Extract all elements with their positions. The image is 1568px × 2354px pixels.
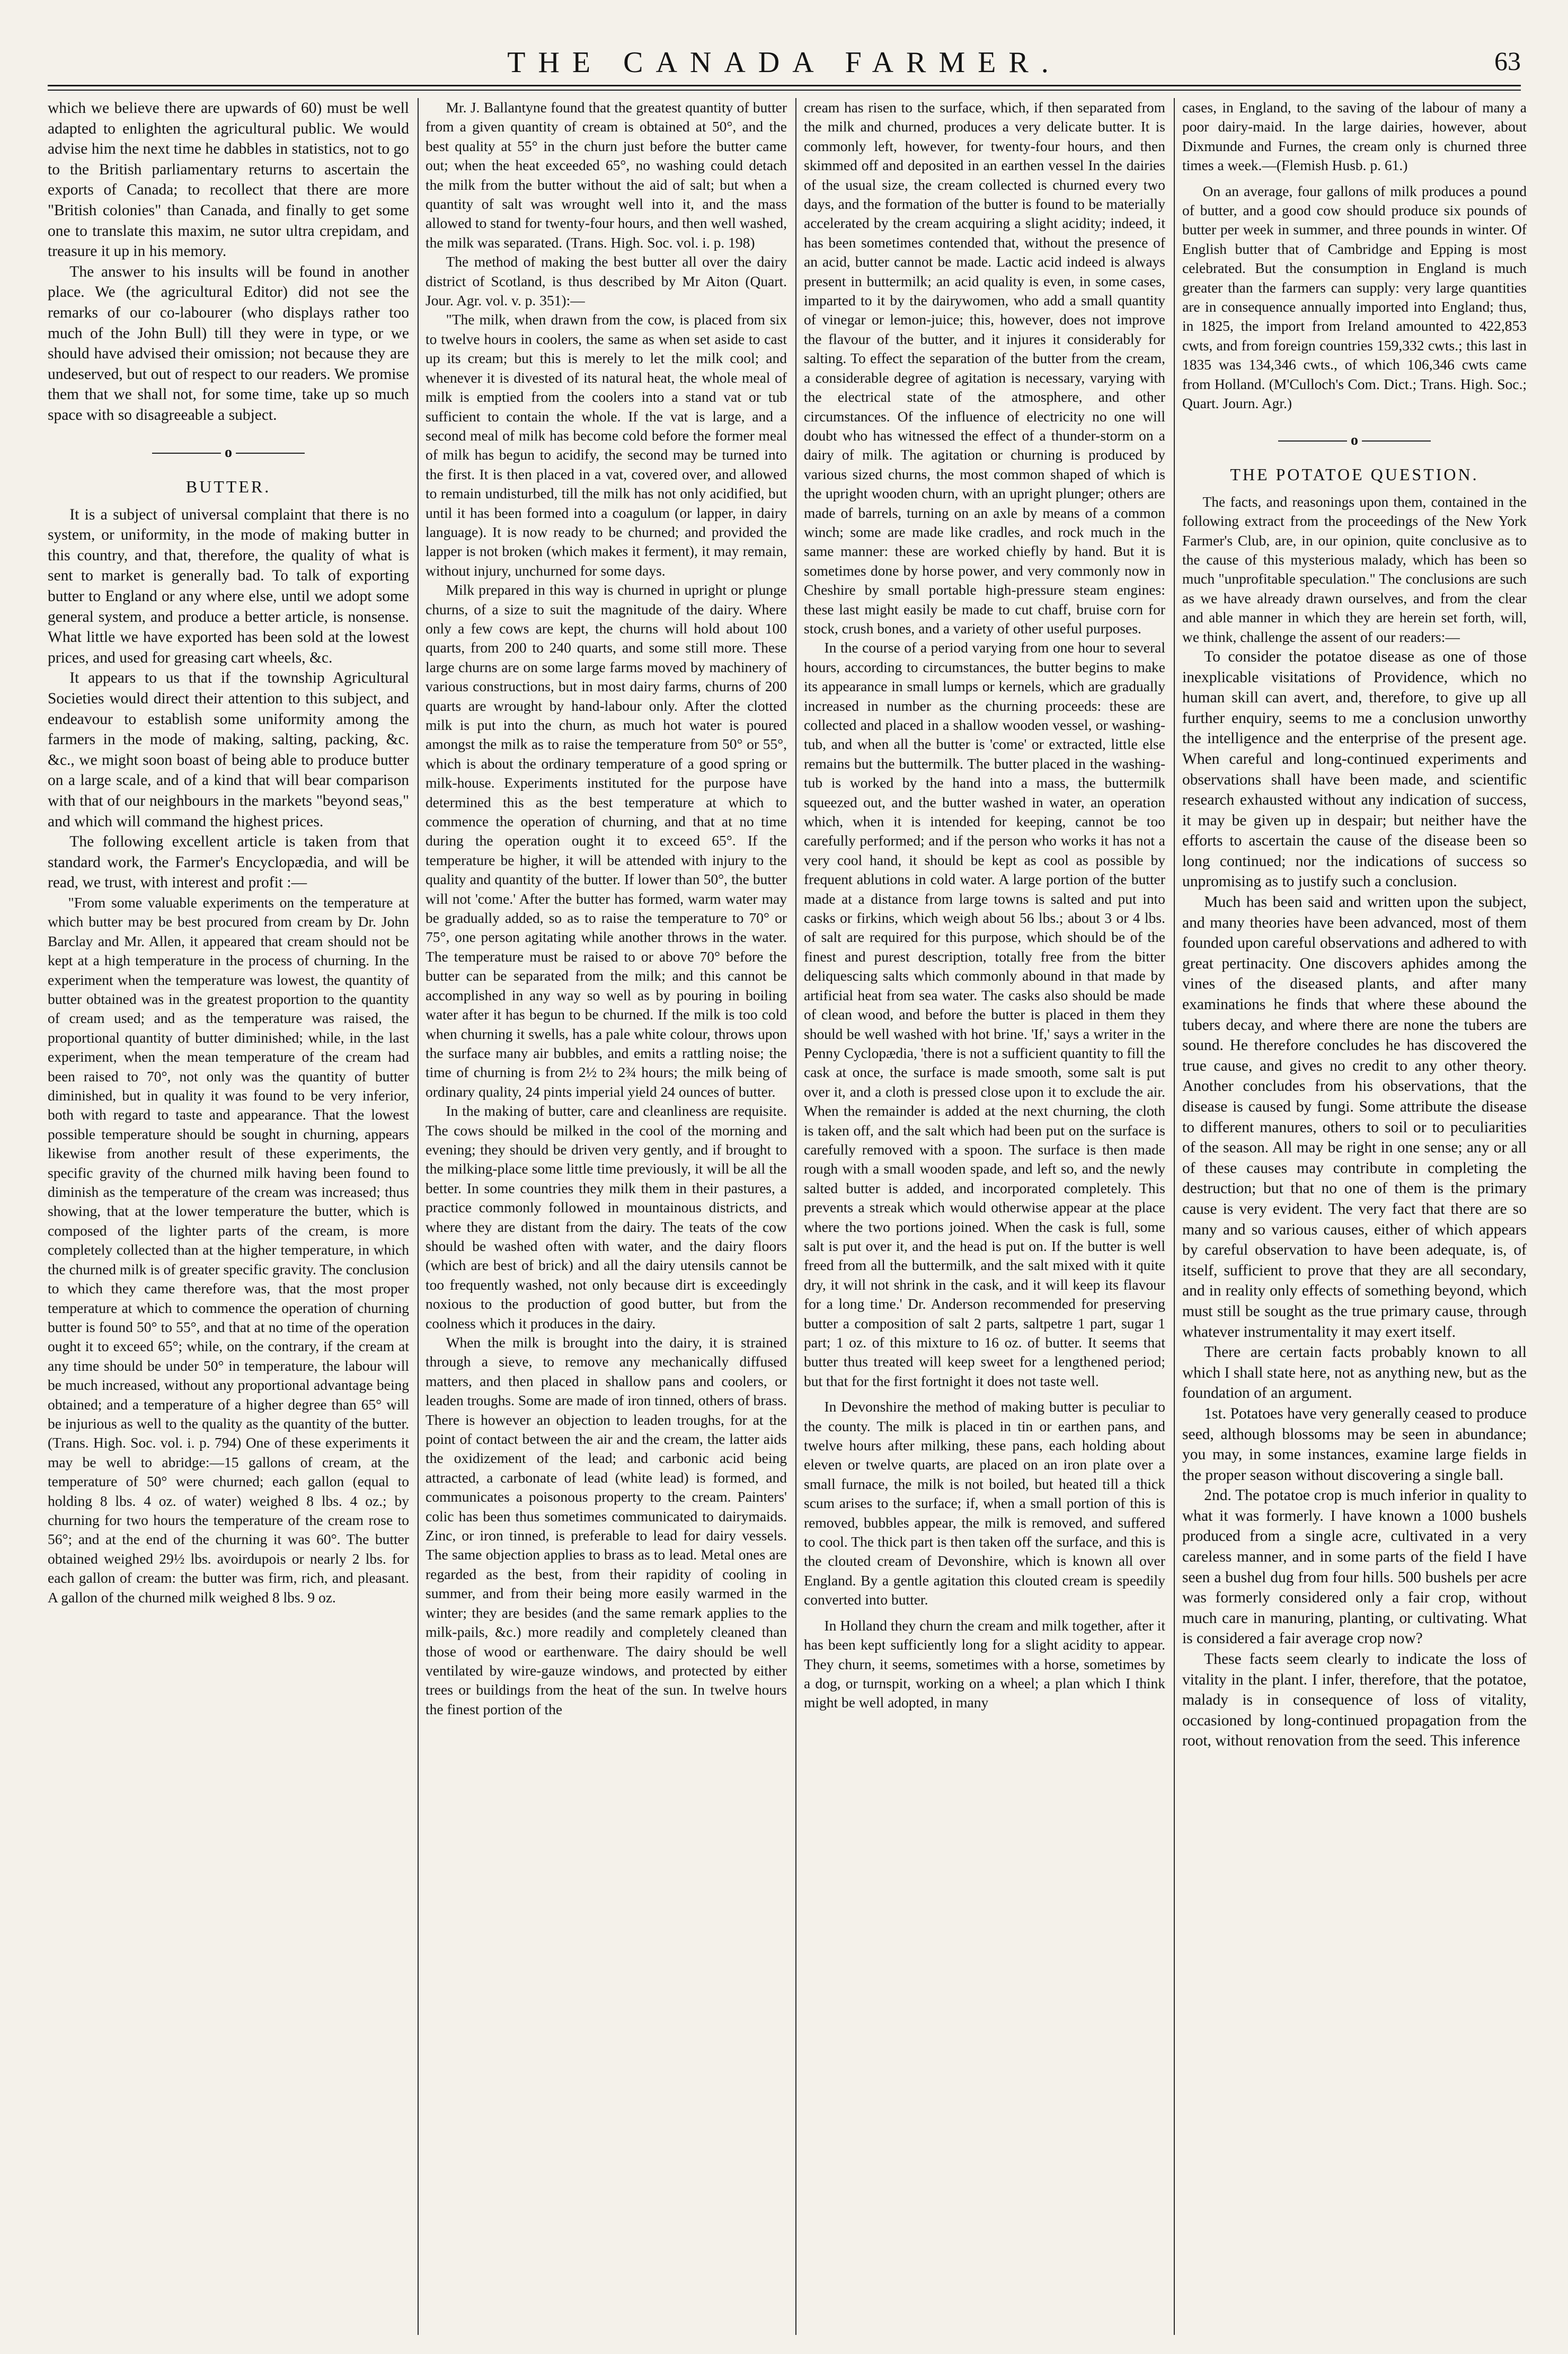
section-heading-butter: BUTTER. [185,477,271,497]
article-text: To consider the potatoe disease as one of those inexplicable visitations of Providence, which no human skill can avert, and, therefore, to give up all further enquiry, seems to me a conclusion unworthy the intelligence and the enterprise of the present age. When careful and long-continued experiments and observations shall have been made, and scientific research exhausted without any indication of success, it may be given up in despair; but neither have the efforts to ascertain the cause of the disease been so long continued; nor the indications of success so unpromising as to justify such a conclusion. [1182,648,1527,891]
article-text: 1st. Potatoes have very generally ceased to produce seed, although blossoms may be seen in abundance; you may, in some instances, examine large fields in the proper season without discovering a single ball. [1182,1405,1527,1484]
quoted-text: The method of making the best butter all over the dairy district of Scotland, is thus described by Mr Aiton (Quart. Jour. Agr. vol. v. p. 351):— [426,253,787,309]
page-number: 63 [1494,46,1521,76]
column-divider [418,98,419,2335]
quoted-text: On an average, four gallons of milk produces a pound of butter, and a good cow should produce six pounds of butter per week in summer, and three pounds in winter. Of English butter that of Cambridge and Epping is most celebrated. But the consumption in England is much greater than the farmers can supply: very large quantities are in consequence annually imported into England; thus, in 1825, the import from Ireland amounted to 422,853 cwts, and from foreign countries 159,332 cwts.; this last in 1835 was 134,346 cwts., of which 106,346 cwts came from Holland. (M'Culloch's Com. Dict.; Trans. High. Soc.; Quart. Journ. Agr.) [1182,182,1527,412]
column-divider [1174,98,1175,2335]
article-text: The following excellent article is taken from that standard work, the Farmer's Encyclopædia, and will be read, we trust, with interest and profit :— [48,833,409,892]
article-text: These facts seem clearly to indicate the loss of vitality in the plant. I infer, therefore, that the potatoe, malady is in consequence of loss of vitality, occasioned by long-continued propagation from the root, without renovation from the seed. This inference [1182,1651,1527,1750]
section-separator: o [48,443,409,463]
quoted-text: cases, in England, to the saving of the labour of many a poor dairy-maid. In the large dairies, however, about Dixmunde and Furnes, the cream only is churned three times a week.—(Flemish Husb. p. 61.) [1182,99,1527,174]
quoted-text: Mr. J. Ballantyne found that the greatest quantity of butter from a given quantity of cream is obtained at 50°, and the best quality at 55° in the churn just before the butter came out; when the heat exceeded 65°, no washing could detach the milk from the butter without the aid of salt; but when a quantity of salt was wrought well into it, and the mass allowed to stand for twenty-four hours, and then well washed, the milk was separated. (Trans. High. Soc. vol. i. p. 198) [426,99,787,251]
column-3 [804,98,1165,2324]
quoted-text: In Holland they churn the cream and milk together, after it has been kept sufficiently long for a slight acidity to appear. They churn, it seems, sometimes with a horse, sometimes by a dog, or turnspit, working on a wheel; a plan which I think might be well adopted, in many [804,1617,1165,1711]
column-2 [426,98,787,2324]
article-text: Much has been said and written upon the subject, and many theories have been advanced, most of them founded upon careful observations and adhered to with great pertinacity. One discovers aphides among the vines of the diseased plants, and after many examinations he finds that where these abound the tubers decay, and where there are none the tubers are sound. He therefore concludes he has discovered the true cause, and gives no credit to any other theory. Another concludes from his observations, that the disease is caused by fungi. Some attribute the disease to different manures, others to soil or to peculiarities of the season. All may be right in one sense; any or all of these causes may contribute in completing the destruction; but that no one of them is the primary cause is very evident. The very fact that there are so many and so various causes, either of which appears by careful observation to have been adequate, is, of itself, sufficient to prove that they are all secondary, and in reality only effects of something beyond, which must still be sought as the true primary cause, through whatever instrumentality it may exert itself. [1182,894,1527,1341]
section-separator: o [1182,430,1527,451]
quoted-text: cream has risen to the surface, which, if then separated from the milk and churned, produces a very delicate butter. It is commonly left, however, for twenty-four hours, and then skimmed off and deposited in an earthen vessel In the dairies of the usual size, the cream collected is churned every two days, and the formation of the butter is found to be materially accelerated by the cream acquiring a slight acidity; indeed, it has been sometimes contended that, without the presence of an acid, butter cannot be made. Lactic acid indeed is always present in buttermilk; an acid quality is even, in some cases, imparted to it by the dairywomen, who add a small quantity of vinegar or lemon-juice; this, however, does not improve the flavour of the butter, and it injures it considerably for salting. To effect the separation of the butter from the cream, a considerable degree of agitation is necessary, varying with the electrical state of the atmosphere, and other circumstances. Of the influence of electricity no one will doubt who has witnessed the effect of a thunder-storm on a dairy of milk. The agitation or churning is produced by various sized churns, the most common shaped of which is the upright wooden churn, with an upright plunger; others are made of barrels, turning on an axle by means of a common winch; some are made like cradles, and rock much in the same manner: these are worked chiefly by hand. But it is sometimes done by horse power, and very commonly now in Cheshire by small portable high-pressure steam engines: these last might easily be made to cut chaff, bruise corn for stock, crush bones, and a variety of other useful purposes. [804,99,1165,637]
quoted-text: In the making of butter, care and cleanliness are requisite. The cows should be milked in the cool of the morning and evening; they should be driven very gently, and if brought to the milking-place some little time previously, it will be all the better. In some countries they milk them in their pastures, a practice commonly followed in mountainous districts, and where they are distant from the dairy. The teats of the cow should be washed often with water, and the dairy floors (which are best of brick) and all the dairy utensils cannot be too frequently washed, not only because dirt is exceedingly noxious to the production of good butter, but from the coolness which it produces in the dairy. [426,1103,787,1332]
quoted-text: In the course of a period varying from one hour to several hours, according to circumstances, the butter begins to make its appearance in small lumps or kernels, which are gradually increased in number as the churning proceeds: these are collected and placed in a shallow wooden vessel, or washing-tub, and when all the butter is 'come' or extracted, little else remains but the buttermilk. The butter placed in the washing-tub is worked by the hand into a mass, the buttermilk squeezed out, and the butter washed in water, an operation which, when it is intended for keeping, cannot be too carefully performed; and if the person who works it has not a very cool hand, it should be kept as cool as possible by frequent ablutions in cold water. A large portion of the butter made at a distance from large towns is salted and put into casks or firkins, which weigh about 56 lbs.; about 3 or 4 lbs. of salt are required for this purpose, which should be of the finest and purest description, totally free from the bitter deliquescing salts which commonly abound in that made by artificial heat from sea water. The casks also should be made of clean wood, and before the butter is placed in them they should be well washed with hot brine. 'If,' says a writer in the Penny Cyclopædia, 'there is not a sufficient quantity to fill the cask at once, the surface is made smooth, some salt is put over it, and a cloth is pressed close upon it to exclude the air. When the remainder is added at the next churning, the cloth is taken off, and the salt which had been put on the surface is carefully removed with a spoon. The surface is then made rough with a small wooden spade, and left so, and the newly salted butter is added, and incorporated completely. This prevents a streak which would otherwise appear at the place where the two portions joined. When the cask is full, some salt is put over it, and the head is put on. If the butter is well freed from all the buttermilk, and the salt mixed with it quite dry, it will not shrink in the cask, and it will keep its flavour for a long time.' Dr. Anderson recommended for preserving butter a composition of salt 2 parts, saltpetre 1 part, sugar 1 part; 1 oz. of this mixture to 16 oz. of butter. It seems that butter thus treated will keep sweet for a lengthened period; but that for the first fortnight it does not taste well. [804,639,1165,1389]
article-text: 2nd. The potatoe crop is much inferior in quality to what it was formerly. I have known a 1000 bushels produced from a single acre, cultivated in a very careless manner, and in some parts of the field I have seen a bushel dug from four hills. 500 bushels per acre was formerly considered only a fair crop, without much care in manuring, planting, or cultivating. What is considered a fair average crop now? [1182,1487,1527,1647]
article-text: There are certain facts probably known to all which I shall state here, not as anything new, but as the foundation of an argument. [1182,1344,1527,1402]
quoted-text: "From some valuable experiments on the temperature at which butter may be best procured from cream by Dr. John Barclay and Mr. Allen, it appeared that cream should not be kept at a high temperature in the process of churning. In the experiment when the temperature was lowest, the quantity of butter obtained was in the greatest proportion to the quantity of cream used; and as the temperature was raised, the proportional quantity of butter diminished; while, in the last experiment, when the mean temperature of the cream had been raised to 70°, not only was the quantity of butter diminished, but in quality it was found to be very inferior, both with regard to taste and appearance. That the lowest possible temperature should be sought in churning, appears likewise from another result of these experiments, the specific gravity of the churned milk having been found to diminish as the temperature of the cream was increased; thus showing, that at the lower temperature the butter, which is composed of the lighter parts of the cream, is more completely collected than at the higher temperature, in which the churned milk is of greater specific gravity. The conclusion to which they came therefore was, that the most proper temperature at which to commence the operation of churning butter is found 50° to 55°, and that at no time of the operation ought it to exceed 65°; while, on the contrary, if the cream at any time should be under 50° in temperature, the labour will be much increased, without any proportional advantage being obtained; and a temperature of a higher degree than 65° will be injurious as well to the quality as the quantity of the butter. (Trans. High. Soc. vol. i. p. 794) One of these experiments it may be well to abridge:—15 gallons of cream, at the temperature of 50° were churned; each gallon (equal to holding 8 lbs. 4 oz. of water) weighed 8 lbs. 4 oz.; by churning for two hours the temperature of the cream rose to 56°; and at the end of the churning it was 60°. The butter obtained weighed 29½ lbs. avoirdupois or nearly 2 lbs. for each gallon of cream: the butter was firm, rich, and pleasant. A gallon of the churned milk weighed 8 lbs. 9 oz. [48,894,409,1606]
column-4 [1182,98,1527,2324]
article-text: which we believe there are upwards of 60) must be well adapted to enlighten the agricultural public. We would advise him the next time he dabbles in statistics, not to go to the British parliamentary returns to ascertain the exports of Canada; to recollect that there are more "British colonies" than Canada, and finally to get some one to translate this maxim, ne sutor ultra crepidam, and treasure it up in his memory. [48,100,409,260]
quoted-text: Milk prepared in this way is churned in upright or plunge churns, of a size to suit the magnitude of the dairy. Where only a few cows are kept, the churns will hold about 100 quarts, from 200 to 240 quarts, and some still more. These large churns are on some large farms moved by machinery of various constructions, but in most dairy farms, churns of 200 quarts are wrought by hand-labour only. After the clotted milk is put into the churn, as much hot water is poured amongst the milk as to raise the temperature from 50° or 55°, which is about the ordinary temperature of a good spring or milk-house. Experiments instituted for the purpose have determined this as the best temperature at which to commence the operation of churning, and that at no time during the operation ought it to exceed 65°. If the temperature be higher, it will be attended with injury to the quality and quantity of the butter. If lower than 50°, the butter will not 'come.' After the butter has formed, warm water may be gradually added, so as to raise the temperature to 70° or 75°, one person agitating while another throws in the water. The temperature must be raised to or above 70° before the butter can be separated from the milk; and this cannot be accomplished in any way so well as by pouring in boiling water after it has begun to be churned. If the milk is too cold when churning it swells, has a pale white colour, throws upon the surface many air bubbles, and emits a rattling noise; the time of churning is from 2½ to 2¾ hours; the milk being of ordinary quality, 24 pints imperial yield 24 ounces of butter. [426,581,787,1100]
section-heading-potatoe-question: THE POTATOE QUESTION. [1230,465,1479,484]
masthead-title: THE CANADA FARMER. [507,46,1061,79]
article-text: It is a subject of universal complaint that there is no system, or uniformity, in the mode of making butter in this country, and that, therefore, the quality of what is sent to market is generally bad. To talk of exporting butter to England or any where else, until we adopt some general system, and produce a better article, is nonsense. What little we have exported has been sold at the lowest prices, and used for greasing cart wheels, &c. [48,506,409,666]
column-1 [48,98,409,2324]
masthead-rule [48,85,1521,91]
quoted-text: "The milk, when drawn from the cow, is placed from six to twelve hours in coolers, the same as when set aside to cast up its cream; but this is merely to let the milk cool; and whenever it is divested of its natural heat, the whole meal of milk is emptied from the coolers into a stand vat or tub sufficient to contain the whole. If the vat is large, and a second meal of milk has become cold before the former meal of milk has begun to acidify, the second may be turned into the first. It is then placed in a vat, covered over, and allowed to remain undisturbed, till the milk has not only acidified, but until it has been formed into a coagulum (or lapper, in dairy language). It is now ready to be churned; and provided the lapper is not broken (which makes it ferment), it may remain, without injury, unchurned for some days. [426,311,787,579]
column-divider [795,98,796,2335]
article-text: It appears to us that if the township Agricultural Societies would direct their attention to this subject, and endeavour to establish some uniformity among the farmers in the mode of making, salting, packing, &c. &c., we might soon boast of being able to produce butter on a large scale, and of a kind that will bear comparison with that of our neighbours in the markets "beyond seas," and which will command the highest prices. [48,669,409,830]
article-text: The facts, and reasonings upon them, contained in the following extract from the proceedings of the New York Farmer's Club, are, in our opinion, quite conclusive as to the cause of this mysterious malady, which has been so much "unprofitable speculation." The conclusions are such as we have already drawn ourselves, and from the clear and able manner in which they are herein set forth, will, we think, challenge the assent of our readers:— [1182,493,1527,645]
article-text: The answer to his insults will be found in another place. We (the agricultural Editor) did not see the remarks of our co-labourer (who displays rather too much of the John Bull) till they were in type, or we should have advised their omission; not because they are undeserved, but out of respect to our readers. We promise them that we shall not, for some time, take up so much space with so disagreeable a subject. [48,263,409,424]
masthead [48,46,1521,88]
quoted-text: In Devonshire the method of making butter is peculiar to the county. The milk is placed in tin or earthen pans, and twelve hours after milking, these pans, each holding about eleven or twelve quarts, are placed on an iron plate over a small furnace, the milk is not boiled, but heated till a thick scum arises to the surface; if, when a small portion of this is removed, bubbles appear, the milk is removed, and suffered to cool. The thick part is then taken off the surface, and this is the clouted cream of Devonshire, which is known all over England. By a gentle agitation this clouted cream is speedily converted into butter. [804,1398,1165,1608]
quoted-text: When the milk is brought into the dairy, it is strained through a sieve, to remove any mechanically diffused matters, and then placed in shallow pans and coolers, or leaden troughs. Some are made of iron tinned, others of brass. There is however an objection to leaden troughs, for at the point of contact between the air and the cream, the latter aids the oxidizement of the lead; and carbonic acid being attracted, a carbonate of lead (white lead) is formed, and communicates a poisonous property to the cream. Painters' colic has been thus sometimes communicated to dairymaids. Zinc, or iron tinned, is preferable to lead for dairy vessels. The same objection applies to brass as to lead. Metal ones are regarded as the best, from their rapidity of cooling in summer, and from their being more easily warmed in the winter; they are besides (and the same remark applies to the milk-pails, &c.) more readily and completely cleaned than those of wood or earthenware. The dairy should be well ventilated by wire-gauze windows, and protected by either trees or buildings from the heat of the sun. In twelve hours the finest portion of the [426,1334,787,1717]
